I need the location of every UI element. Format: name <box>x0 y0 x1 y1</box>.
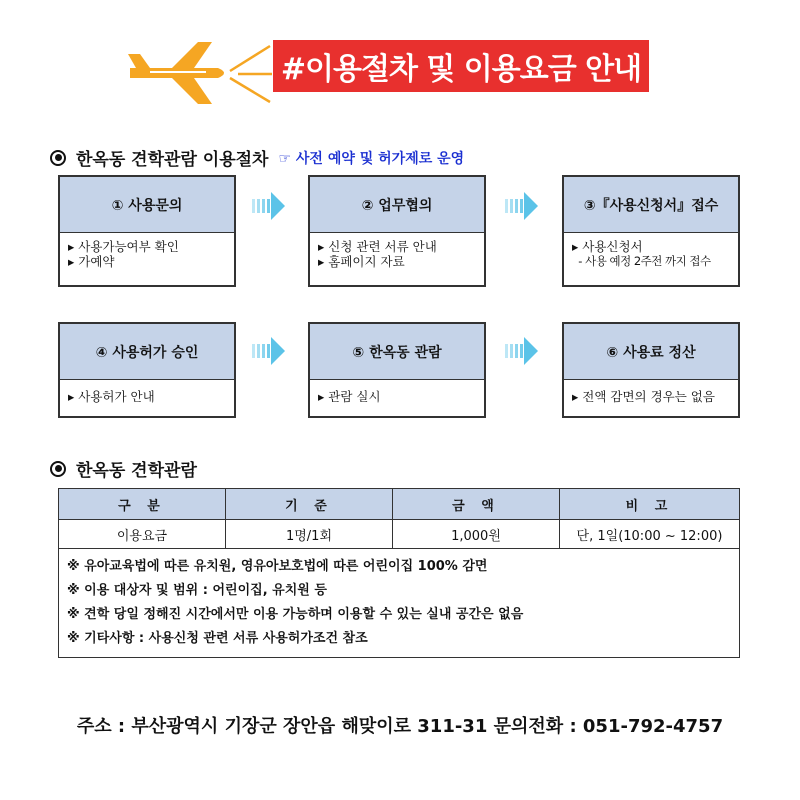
step-title: ③『사용신청서』접수 <box>564 177 738 233</box>
table-cell: 단, 1일(10:00 ~ 12:00) <box>560 520 740 549</box>
notes-cell <box>59 549 740 658</box>
step-box-5 <box>308 322 486 418</box>
fee-section-header <box>50 456 197 481</box>
table-row <box>59 520 740 549</box>
step-line: ▸ 가예약 <box>68 254 115 269</box>
table-header: 비 고 <box>560 489 740 520</box>
fee-section-title: 한옥동 견학관람 <box>76 461 197 481</box>
note-line: ※ 견학 당일 정해진 시간에서만 이용 가능하며 이용할 수 있는 실내 공간은 없음 <box>67 607 524 622</box>
step-box-4 <box>58 322 236 418</box>
process-section-header <box>50 145 464 170</box>
step-title: ④ 사용허가 승인 <box>60 324 234 380</box>
step-title: ⑤ 한옥동 관람 <box>310 324 484 380</box>
fee-table <box>58 488 740 658</box>
step-title: ② 업무협의 <box>310 177 484 233</box>
note-line: ※ 이용 대상자 및 범위 : 어린이집, 유치원 등 <box>67 583 327 598</box>
table-cell: 1명/1회 <box>226 520 393 549</box>
arrow-right-icon <box>252 189 286 223</box>
step-box-2 <box>308 175 486 287</box>
table-header: 구 분 <box>59 489 226 520</box>
step-line: - 사용 예정 2주전 까지 접수 <box>572 254 711 268</box>
step-title: ⑥ 사용료 정산 <box>564 324 738 380</box>
arrow-right-icon <box>252 334 286 368</box>
page-title: #이용절차 및 이용요금 안내 <box>280 52 642 87</box>
table-cell: 1,000원 <box>393 520 560 549</box>
note-line: ※ 유아교육법에 따른 유치원, 영유아보호법에 따른 어린이집 100% 감면 <box>67 559 488 574</box>
table-header: 기 준 <box>226 489 393 520</box>
table-notes-row <box>59 549 740 658</box>
step-line: ▸ 사용가능여부 확인 <box>68 239 179 254</box>
step-line: ▸ 신청 관련 서류 안내 <box>318 239 437 254</box>
arrow-right-icon <box>505 189 539 223</box>
step-line: ▸ 전액 감면의 경우는 없음 <box>572 389 715 404</box>
step-line: ▸ 홈페이지 자료 <box>318 254 405 269</box>
table-header-row <box>59 489 740 520</box>
title-banner <box>273 40 649 92</box>
process-section-note: ☞ 사전 예약 및 허가제로 운영 <box>278 150 465 167</box>
airplane-icon <box>120 38 280 108</box>
step-line: ▸ 사용허가 안내 <box>68 389 155 404</box>
table-cell: 이용요금 <box>59 520 226 549</box>
step-line: ▸ 사용신청서 <box>572 239 643 254</box>
note-line: ※ 기타사항 : 사용신청 관련 서류 사용허가조건 참조 <box>67 631 368 646</box>
bullet-icon <box>50 461 66 477</box>
arrow-right-icon <box>505 334 539 368</box>
step-title: ① 사용문의 <box>60 177 234 233</box>
process-section-title: 한옥동 견학관람 이용절차 <box>76 150 269 170</box>
step-box-1 <box>58 175 236 287</box>
table-header: 금 액 <box>393 489 560 520</box>
step-box-3 <box>562 175 740 287</box>
footer-address: 주소 : 부산광역시 기장군 장안읍 해맞이로 311-31 문의전화 : 051-792-4757 <box>76 716 724 737</box>
step-line: ▸ 관람 실시 <box>318 389 381 404</box>
bullet-icon <box>50 150 66 166</box>
step-box-6 <box>562 322 740 418</box>
